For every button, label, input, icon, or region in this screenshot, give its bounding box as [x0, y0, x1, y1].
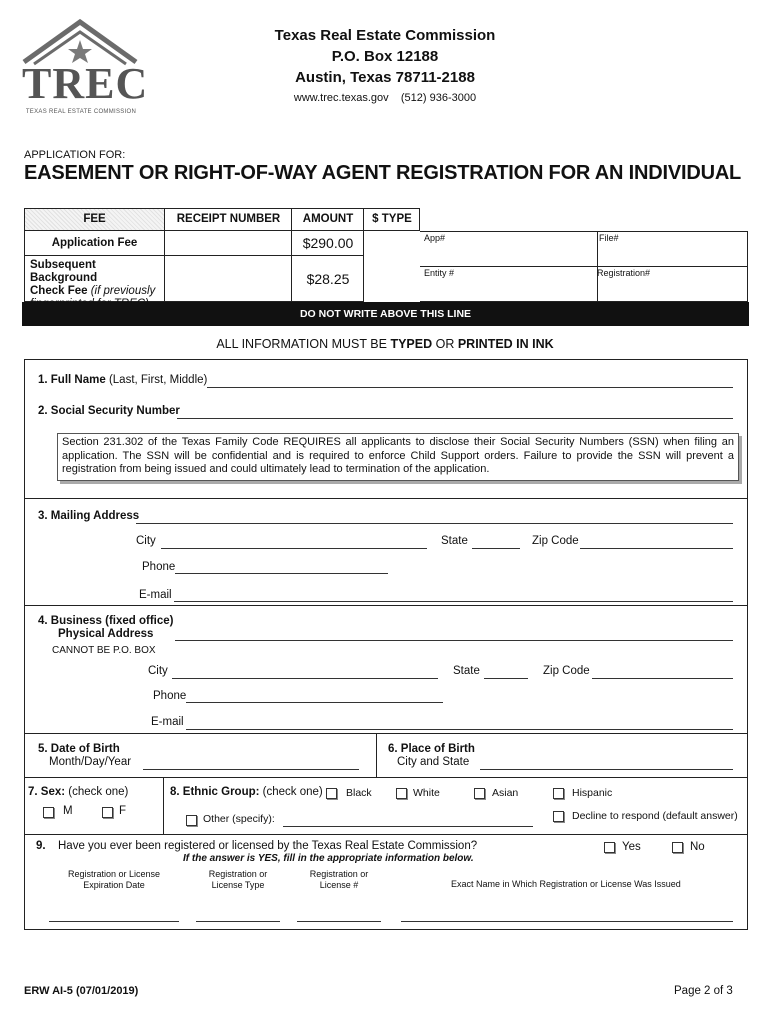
mailing-city-label: City [136, 535, 156, 547]
full-name-field[interactable] [207, 387, 733, 388]
sex-f-checkbox[interactable] [102, 807, 113, 818]
po-box: P.O. Box 12188 [331, 48, 439, 65]
mailing-zip-field[interactable] [580, 548, 733, 549]
business-city-field[interactable] [172, 678, 438, 679]
file-number-label: File# [599, 233, 619, 243]
application-fee-amount: $290.00 [302, 235, 354, 251]
sex-f-label: F [119, 805, 127, 817]
mailing-phone-field[interactable] [175, 573, 388, 574]
registration-number-label: Registration# [597, 268, 651, 278]
mailing-email-field[interactable] [174, 601, 733, 602]
license-number-header: Registration or License # [309, 869, 369, 890]
ethnic-other-checkbox[interactable] [186, 815, 197, 826]
office-use-banner: DO NOT WRITE ABOVE THIS LINE [22, 302, 749, 326]
ethnic-asian-checkbox[interactable] [474, 788, 485, 799]
ethnic-white-label: White [413, 787, 440, 799]
license-expiration-field[interactable] [49, 921, 179, 922]
sex-m-label: M [63, 805, 73, 817]
ethnic-other-field[interactable] [283, 826, 533, 827]
q9-number: 9. [36, 840, 46, 852]
ssn-label: 2. Social Security Number [38, 405, 180, 417]
business-state-label: State [453, 665, 480, 677]
trec-logo [22, 18, 149, 118]
ethnic-decline-label: Decline to respond (default answer) [572, 810, 738, 822]
receipt-number-cell-1[interactable] [165, 231, 292, 256]
ethnic-group-label: 8. Ethnic Group: (check one) [170, 786, 323, 798]
q9-no-label: No [690, 841, 705, 853]
birthplace-field[interactable] [480, 769, 733, 770]
background-check-fee-amount: $28.25 [306, 271, 350, 287]
application-for-label: APPLICATION FOR: [24, 149, 126, 161]
mailing-city-field[interactable] [161, 548, 427, 549]
license-expiration-header: Registration or License Expiration Date [67, 869, 161, 890]
sex-m-checkbox[interactable] [43, 807, 54, 818]
mailing-state-field[interactable] [472, 548, 520, 549]
q9-no-checkbox[interactable] [672, 842, 683, 853]
type-header: $ TYPE [372, 213, 412, 225]
form-title: EASEMENT OR RIGHT-OF-WAY AGENT REGISTRATION FOR AN INDIVIDUAL [24, 162, 742, 184]
ethnic-black-label: Black [346, 787, 372, 799]
ethnic-hispanic-checkbox[interactable] [553, 788, 564, 799]
q9-yes-label: Yes [622, 841, 641, 853]
business-email-label: E-mail [151, 716, 184, 728]
birthplace-format-label: City and State [397, 756, 470, 768]
logo-text: TREC [22, 59, 149, 108]
no-po-box-note: CANNOT BE P.O. BOX [52, 645, 156, 656]
birthplace-label: 6. Place of Birth [388, 743, 475, 755]
business-state-field[interactable] [484, 678, 528, 679]
page-number: Page 2 of 3 [674, 985, 733, 997]
entity-number-label: Entity # [424, 268, 455, 278]
ethnic-white-checkbox[interactable] [396, 788, 407, 799]
ethnic-decline-checkbox[interactable] [553, 811, 564, 822]
business-address-field[interactable] [175, 640, 733, 641]
mailing-zip-label: Zip Code [532, 535, 579, 547]
fee-header: FEE [83, 213, 106, 225]
logo-subtitle: TEXAS REAL ESTATE COMMISSION [25, 109, 137, 115]
full-name-label: 1. Full Name (Last, First, Middle) [38, 374, 208, 386]
ssn-notice: Section 231.302 of the Texas Family Code REQUIRES all applicants to disclose their Social Security Numbers (SSN) when filing an application. The SSN will be confidential and is required to enforce Child Support orders. Failure to provide the SSN will prevent a registration from being issued and could ultimately lead to termination of the application. [57, 433, 739, 481]
mailing-address-field[interactable] [136, 523, 733, 524]
dob-format-label: Month/Day/Year [49, 756, 132, 768]
mailing-state-label: State [441, 535, 468, 547]
business-city-label: City [148, 665, 168, 677]
business-email-field[interactable] [186, 729, 733, 730]
amount-header: AMOUNT [302, 213, 354, 225]
contact-line: www.trec.texas.gov (512) 936-3000 [293, 92, 477, 104]
business-zip-label: Zip Code [543, 665, 590, 677]
ink-instruction: ALL INFORMATION MUST BE TYPED OR PRINTED IN INK [216, 337, 554, 351]
application-fee-label: Application Fee [51, 237, 138, 249]
app-number-label: App# [424, 233, 446, 243]
license-number-field[interactable] [297, 921, 381, 922]
mailing-phone-label: Phone [142, 561, 176, 573]
fee-table [24, 208, 420, 302]
license-type-field[interactable] [196, 921, 280, 922]
background-check-fee-label: Subsequent Background Check Fee (if previously [30, 259, 156, 297]
q9-question: Have you ever been registered or licensed by the Texas Real Estate Commission? [58, 840, 478, 852]
mailing-email-label: E-mail [139, 589, 172, 601]
ssn-field[interactable] [177, 418, 733, 419]
business-zip-field[interactable] [592, 678, 733, 679]
license-name-field[interactable] [401, 921, 733, 922]
ethnic-black-checkbox[interactable] [326, 788, 337, 799]
ethnic-asian-label: Asian [492, 787, 519, 799]
dob-label: 5. Date of Birth [38, 743, 120, 755]
q9-yes-checkbox[interactable] [604, 842, 615, 853]
receipt-number-header: RECEIPT NUMBER [176, 213, 281, 225]
license-type-header: Registration or License Type [208, 869, 268, 890]
sex-label: 7. Sex: (check one) [28, 786, 129, 798]
org-name: Texas Real Estate Commission [274, 27, 496, 44]
dob-field[interactable] [143, 769, 359, 770]
city-line: Austin, Texas 78711-2188 [295, 69, 475, 86]
receipt-number-cell-2[interactable] [165, 256, 292, 302]
ethnic-hispanic-label: Hispanic [572, 787, 613, 799]
business-phone-label: Phone [153, 690, 187, 702]
form-id: ERW AI-5 (07/01/2019) [24, 985, 139, 997]
physical-address-label: Physical Address [58, 628, 154, 640]
business-phone-field[interactable] [186, 702, 443, 703]
mailing-address-label: 3. Mailing Address [38, 510, 140, 522]
business-address-label: 4. Business (fixed office) [38, 615, 174, 627]
ethnic-other-label: Other (specify): [203, 813, 275, 825]
q9-instruction: If the answer is YES, fill in the appropriate information below. [183, 853, 474, 864]
license-name-header: Exact Name in Which Registration or License Was Issued [451, 879, 681, 889]
